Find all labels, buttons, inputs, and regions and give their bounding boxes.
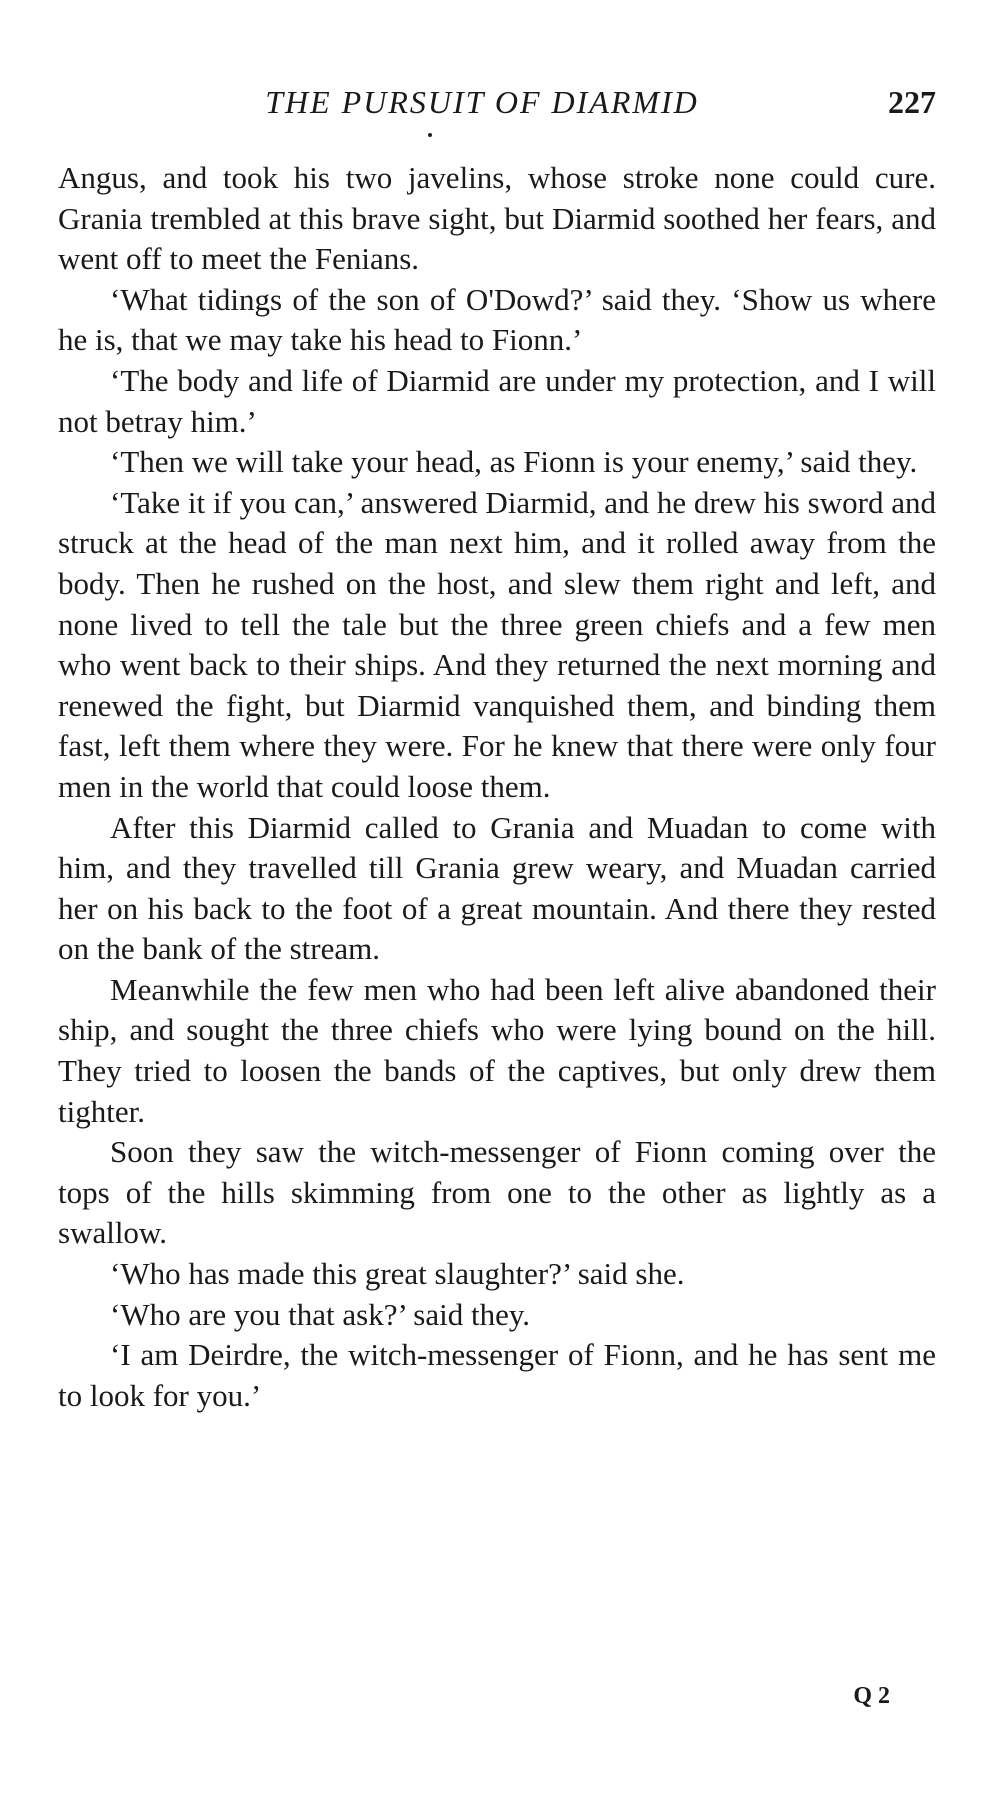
paragraph: ‘Who has made this great slaughter?’ said she. <box>110 1256 685 1292</box>
paragraph: Meanwhile the few men who had been left alive abandoned their ship, and sought the three chiefs who were lying bound on the hill. They tried to loosen the bands of the captives, but only drew them tighter. <box>58 971 936 1129</box>
paragraph: ‘Then we will take your head, as Fionn is your enemy,’ said they. <box>110 444 918 480</box>
paragraph: ‘Who are you that ask?’ said they. <box>110 1296 531 1332</box>
running-title: THE PURSUIT OF DIARMID <box>265 84 699 120</box>
paragraph: Angus, and took his two javelins, whose stroke none could cure. Grania trembled at this brave sight, but Diarmid soothed her fears, and went off to meet the Fenians. <box>58 160 936 277</box>
body-text <box>58 158 936 1416</box>
paragraph: Soon they saw the witch-messenger of Fionn coming over the tops of the hills skimming from one to the other as lightly as a swallow. <box>58 1134 936 1251</box>
paragraph: ‘What tidings of the son of O'Dowd?’ said they. ‘Show us where he is, that we may take his head to Fionn.’ <box>58 281 936 358</box>
paragraph: ‘Take it if you can,’ answered Diarmid, and he drew his sword and struck at the head of the man next him, and it rolled away from the body. Then he rushed on the host, and slew them right and left, and none lived to tell the tale but the three green chiefs and a few men who went back to their ships. And they returned the next morning and renewed the fight, but Diarmid vanquished them, and binding them fast, left them where they were. For he knew that there were only four men in the world that could loose them. <box>58 484 936 804</box>
running-head <box>58 84 936 128</box>
paragraph: ‘The body and life of Diarmid are under my protection, and I will not betray him.’ <box>58 362 936 439</box>
printer-dot <box>428 133 432 137</box>
page-number: 227 <box>888 84 936 120</box>
paragraph: ‘I am Deirdre, the witch-messenger of Fionn, and he has sent me to look for you.’ <box>58 1337 936 1413</box>
signature-mark: Q 2 <box>853 1683 890 1709</box>
paragraph: After this Diarmid called to Grania and Muadan to come with him, and they travelled till Grania grew weary, and Muadan carried her on his back to the foot of a great mountain. And there they rested on the bank of the stream. <box>58 809 936 967</box>
